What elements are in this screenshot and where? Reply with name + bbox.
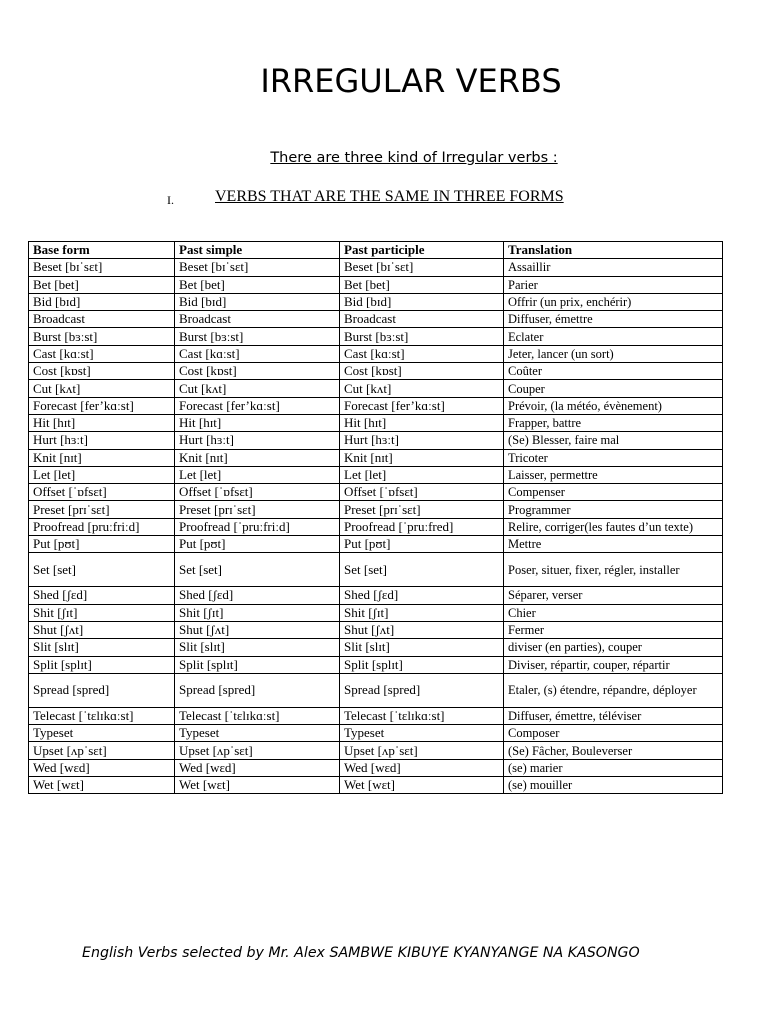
- cell-base-form: Put [pʊt]: [29, 536, 175, 553]
- cell-translation: Offrir (un prix, enchérir): [504, 293, 723, 310]
- cell-translation: (se) marier: [504, 759, 723, 776]
- cell-past-simple: Bid [bɪd]: [175, 293, 340, 310]
- table-row: [29, 518, 723, 535]
- cell-translation: Eclater: [504, 328, 723, 345]
- cell-base-form: Cut [kʌt]: [29, 380, 175, 397]
- cell-past-simple: Telecast [ˈtɛlɪkɑːst]: [175, 707, 340, 724]
- cell-translation: Jeter, lancer (un sort): [504, 345, 723, 362]
- table-row: [29, 777, 723, 794]
- cell-past-participle: Wed [wɛd]: [340, 759, 504, 776]
- cell-past-simple: Set [set]: [175, 553, 340, 587]
- cell-past-simple: Slit [slɪt]: [175, 639, 340, 656]
- cell-base-form: Bet [bet]: [29, 276, 175, 293]
- cell-translation: Chier: [504, 604, 723, 621]
- header-translation: Translation: [504, 242, 723, 259]
- section-number: I.: [167, 193, 174, 207]
- cell-past-simple: Preset [prɪˈsɛt]: [175, 501, 340, 518]
- cell-base-form: Telecast [ˈtɛlɪkɑːst]: [29, 707, 175, 724]
- cell-past-participle: Beset [bɪˈsɛt]: [340, 259, 504, 276]
- cell-past-participle: Cost [kɒst]: [340, 363, 504, 380]
- cell-translation: Relire, corriger(les fautes d’un texte): [504, 518, 723, 535]
- table-row: [29, 432, 723, 449]
- table-row: [29, 449, 723, 466]
- cell-past-participle: Hurt [hɜːt]: [340, 432, 504, 449]
- table-row: [29, 276, 723, 293]
- cell-past-simple: Shed [ʃɛd]: [175, 587, 340, 604]
- cell-past-simple: Shit [ʃɪt]: [175, 604, 340, 621]
- cell-translation: Diffuser, émettre: [504, 311, 723, 328]
- cell-translation: (se) mouiller: [504, 777, 723, 794]
- cell-past-participle: Offset [ˈɒfsɛt]: [340, 484, 504, 501]
- table-row: [29, 380, 723, 397]
- header-past-participle: Past participle: [340, 242, 504, 259]
- cell-base-form: Preset [prɪˈsɛt]: [29, 501, 175, 518]
- cell-past-participle: Hit [hɪt]: [340, 414, 504, 431]
- cell-translation: Laisser, permettre: [504, 466, 723, 483]
- cell-base-form: Bid [bɪd]: [29, 293, 175, 310]
- cell-past-participle: Upset [ʌpˈsɛt]: [340, 742, 504, 759]
- verbs-table: [28, 241, 723, 794]
- cell-past-participle: Bet [bet]: [340, 276, 504, 293]
- cell-base-form: Knit [nɪt]: [29, 449, 175, 466]
- table-row: [29, 259, 723, 276]
- cell-base-form: Cast [kɑːst]: [29, 345, 175, 362]
- table-row: [29, 621, 723, 638]
- cell-base-form: Slit [slɪt]: [29, 639, 175, 656]
- cell-past-participle: Burst [bɜːst]: [340, 328, 504, 345]
- header-past-simple: Past simple: [175, 242, 340, 259]
- cell-translation: Etaler, (s) étendre, répandre, déployer: [504, 673, 723, 707]
- cell-translation: Poser, situer, fixer, régler, installer: [504, 553, 723, 587]
- cell-translation: (Se) Blesser, faire mal: [504, 432, 723, 449]
- cell-translation: Prévoir, (la météo, évènement): [504, 397, 723, 414]
- cell-translation: Fermer: [504, 621, 723, 638]
- table-row: [29, 466, 723, 483]
- table-row: [29, 484, 723, 501]
- cell-past-participle: Shut [ʃʌt]: [340, 621, 504, 638]
- cell-past-simple: Put [pʊt]: [175, 536, 340, 553]
- cell-past-simple: Wet [wɛt]: [175, 777, 340, 794]
- cell-base-form: Cost [kɒst]: [29, 363, 175, 380]
- cell-past-participle: Spread [spred]: [340, 673, 504, 707]
- cell-translation: Diviser, répartir, couper, répartir: [504, 656, 723, 673]
- table-row: [29, 604, 723, 621]
- cell-base-form: Shed [ʃɛd]: [29, 587, 175, 604]
- cell-translation: Programmer: [504, 501, 723, 518]
- cell-past-participle: Proofread [ˈpruːfred]: [340, 518, 504, 535]
- cell-translation: diviser (en parties), couper: [504, 639, 723, 656]
- cell-past-simple: Knit [nɪt]: [175, 449, 340, 466]
- cell-base-form: Broadcast: [29, 311, 175, 328]
- cell-base-form: Spread [spred]: [29, 673, 175, 707]
- cell-past-participle: Knit [nɪt]: [340, 449, 504, 466]
- table-body: [29, 259, 723, 794]
- cell-base-form: Typeset: [29, 725, 175, 742]
- cell-translation: Coûter: [504, 363, 723, 380]
- cell-past-simple: Cast [kɑːst]: [175, 345, 340, 362]
- table-row: [29, 742, 723, 759]
- cell-past-simple: Bet [bet]: [175, 276, 340, 293]
- section-title: VERBS THAT ARE THE SAME IN THREE FORMS: [215, 188, 564, 205]
- cell-past-participle: Broadcast: [340, 311, 504, 328]
- table-row: [29, 587, 723, 604]
- table-row: [29, 414, 723, 431]
- cell-past-simple: Upset [ʌpˈsɛt]: [175, 742, 340, 759]
- cell-base-form: Upset [ʌpˈsɛt]: [29, 742, 175, 759]
- cell-base-form: Hurt [hɜːt]: [29, 432, 175, 449]
- cell-past-participle: Split [splɪt]: [340, 656, 504, 673]
- cell-past-simple: Cut [kʌt]: [175, 380, 340, 397]
- table-row: [29, 397, 723, 414]
- cell-base-form: Forecast [fer’kɑːst]: [29, 397, 175, 414]
- header-base-form: Base form: [29, 242, 175, 259]
- cell-base-form: Hit [hɪt]: [29, 414, 175, 431]
- cell-past-simple: Cost [kɒst]: [175, 363, 340, 380]
- cell-past-simple: Hit [hɪt]: [175, 414, 340, 431]
- cell-translation: Diffuser, émettre, téléviser: [504, 707, 723, 724]
- table-row: [29, 707, 723, 724]
- cell-base-form: Wed [wɛd]: [29, 759, 175, 776]
- cell-past-participle: Shit [ʃɪt]: [340, 604, 504, 621]
- table-row: [29, 345, 723, 362]
- cell-base-form: Beset [bɪˈsɛt]: [29, 259, 175, 276]
- table-row: [29, 536, 723, 553]
- cell-past-participle: Forecast [fer’kɑːst]: [340, 397, 504, 414]
- table-header-row: [29, 242, 723, 259]
- cell-past-simple: Proofread [ˈpruːfriːd]: [175, 518, 340, 535]
- footer-credit: English Verbs selected by Mr. Alex SAMBWE KIBUYE KYANYANGE NA KASONGO: [82, 945, 640, 961]
- cell-translation: Composer: [504, 725, 723, 742]
- cell-past-simple: Let [let]: [175, 466, 340, 483]
- cell-past-participle: Set [set]: [340, 553, 504, 587]
- table-row: [29, 501, 723, 518]
- table-row: [29, 639, 723, 656]
- cell-past-participle: Shed [ʃɛd]: [340, 587, 504, 604]
- cell-past-participle: Cast [kɑːst]: [340, 345, 504, 362]
- table-row: [29, 725, 723, 742]
- cell-past-simple: Beset [bɪˈsɛt]: [175, 259, 340, 276]
- cell-past-simple: Wed [wɛd]: [175, 759, 340, 776]
- cell-translation: (Se) Fâcher, Bouleverser: [504, 742, 723, 759]
- cell-translation: Frapper, battre: [504, 414, 723, 431]
- cell-translation: Mettre: [504, 536, 723, 553]
- cell-base-form: Let [let]: [29, 466, 175, 483]
- cell-translation: Tricoter: [504, 449, 723, 466]
- table-row: [29, 363, 723, 380]
- cell-translation: Couper: [504, 380, 723, 397]
- cell-base-form: Set [set]: [29, 553, 175, 587]
- cell-past-simple: Forecast [fer’kɑːst]: [175, 397, 340, 414]
- cell-translation: Assaillir: [504, 259, 723, 276]
- table-row: [29, 673, 723, 707]
- cell-past-participle: Slit [slɪt]: [340, 639, 504, 656]
- cell-past-participle: Telecast [ˈtɛlɪkɑːst]: [340, 707, 504, 724]
- cell-past-participle: Let [let]: [340, 466, 504, 483]
- subtitle: There are three kind of Irregular verbs :: [270, 150, 558, 166]
- cell-base-form: Split [splɪt]: [29, 656, 175, 673]
- cell-base-form: Shut [ʃʌt]: [29, 621, 175, 638]
- cell-past-participle: Typeset: [340, 725, 504, 742]
- cell-past-participle: Wet [wɛt]: [340, 777, 504, 794]
- table-row: [29, 759, 723, 776]
- cell-base-form: Proofread [pruːfriːd]: [29, 518, 175, 535]
- cell-translation: Parier: [504, 276, 723, 293]
- cell-past-simple: Spread [spred]: [175, 673, 340, 707]
- cell-past-simple: Hurt [hɜːt]: [175, 432, 340, 449]
- cell-past-simple: Typeset: [175, 725, 340, 742]
- cell-past-simple: Shut [ʃʌt]: [175, 621, 340, 638]
- page-title: IRREGULAR VERBS: [260, 62, 562, 100]
- cell-past-participle: Bid [bɪd]: [340, 293, 504, 310]
- table-row: [29, 656, 723, 673]
- cell-translation: Compenser: [504, 484, 723, 501]
- cell-past-participle: Preset [prɪˈsɛt]: [340, 501, 504, 518]
- cell-past-simple: Burst [bɜːst]: [175, 328, 340, 345]
- cell-past-participle: Cut [kʌt]: [340, 380, 504, 397]
- cell-base-form: Burst [bɜːst]: [29, 328, 175, 345]
- table-row: [29, 293, 723, 310]
- cell-past-simple: Split [splɪt]: [175, 656, 340, 673]
- cell-base-form: Shit [ʃɪt]: [29, 604, 175, 621]
- cell-base-form: Wet [wɛt]: [29, 777, 175, 794]
- cell-base-form: Offset [ˈɒfsɛt]: [29, 484, 175, 501]
- cell-past-simple: Offset [ˈɒfsɛt]: [175, 484, 340, 501]
- table-row: [29, 553, 723, 587]
- cell-past-simple: Broadcast: [175, 311, 340, 328]
- table-row: [29, 328, 723, 345]
- cell-past-participle: Put [pʊt]: [340, 536, 504, 553]
- cell-translation: Séparer, verser: [504, 587, 723, 604]
- table-row: [29, 311, 723, 328]
